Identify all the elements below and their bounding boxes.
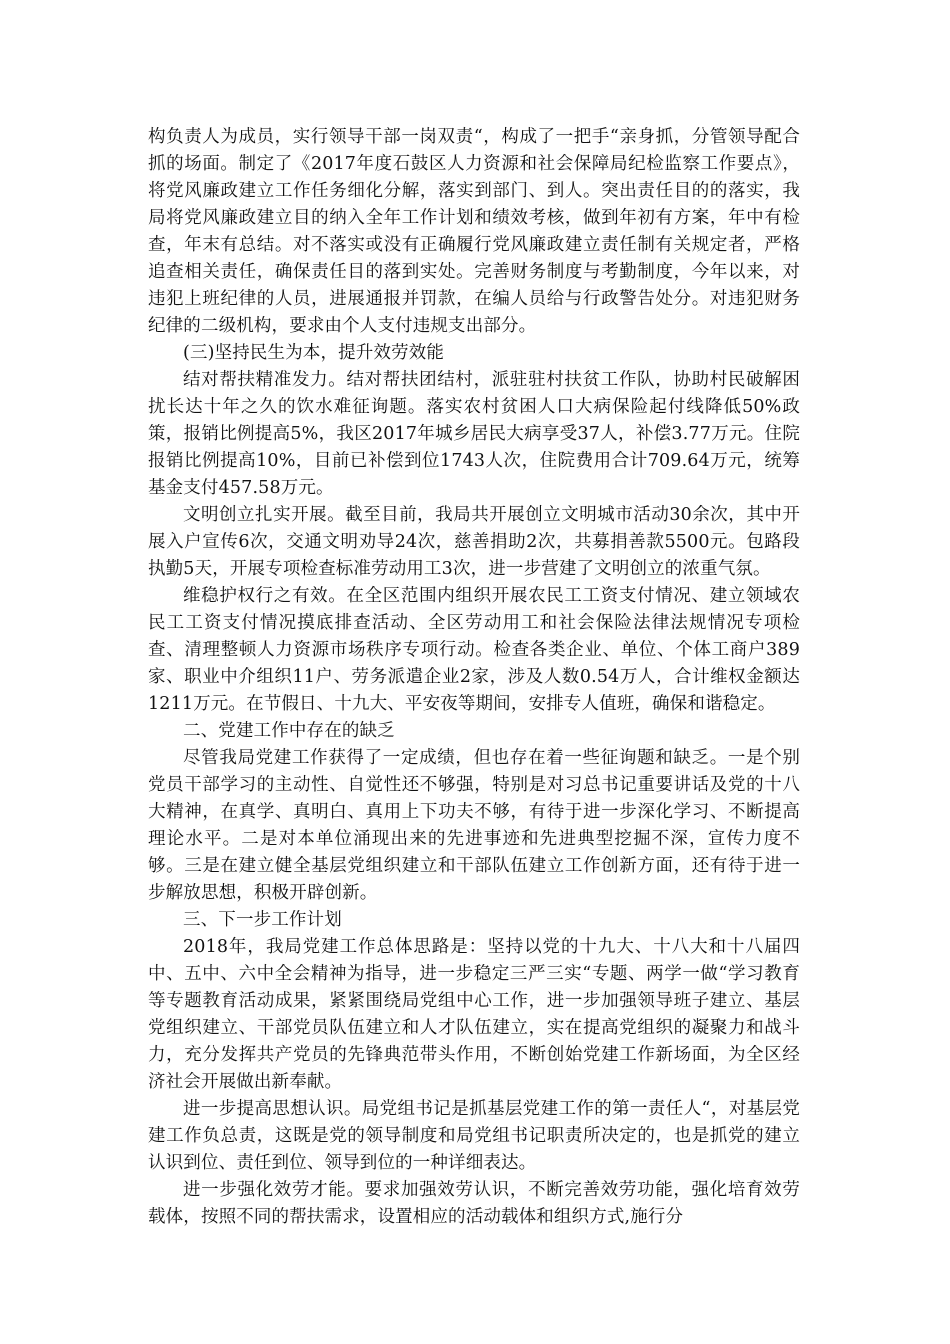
paragraph-civilization-creation: 文明创立扎实开展。截至目前，我局共开展创立文明城市活动30余次，其中开展入户宣传6次，交通文明劝导24次，慈善捐助2次，共募捐善款5500元。包路段执勤5天，开展专项检查标准劳动用工3次，进一步营建了文明创立的浓重气氛。 xyxy=(148,505,800,579)
paragraph-service-capability: 进一步强化效劳才能。要求加强效劳认识，不断完善效劳功能，强化培育效劳载体，按照不同的帮扶需求，设置相应的活动载体和组织方式,施行分 xyxy=(148,1180,800,1227)
paragraph-rights-protection: 维稳护权行之有效。在全区范围内组织开展农民工工资支付情况、建立领域农民工工资支付情况摸底排查活动、全区劳动用工和社会保险法律法规情况专项检查、清理整顿人力资源市场秩序专项行动。检查各类企业、单位、个体工商户389家、职业中介组织11户、劳务派遣企业2家，涉及人数0.54万人，合计维权金额达1211万元。在节假日、十九大、平安夜等期间，安排专人值班，确保和谐稳定。 xyxy=(148,586,800,714)
document-body xyxy=(148,124,800,1231)
section-heading-shortcomings: 二、党建工作中存在的缺乏 xyxy=(183,721,395,741)
paragraph-shortcomings: 尽管我局党建工作获得了一定成绩，但也存在着一些征询题和缺乏。一是个别党员干部学习的主动性、自觉性还不够强，特别是对习总书记重要讲话及党的十八大精神，在真学、真明白、真用上下功夫不够，有待于进一步深化学习、不断提高理论水平。二是对本单位涌现出来的先进事迹和先进典型挖掘不深，宣传力度不够。三是在建立健全基层党组织建立和干部队伍建立工作创新方面，还有待于进一步解放思想，积极开辟创新。 xyxy=(148,748,800,903)
section-heading-people-livelihood: (三)坚持民生为本，提升效劳效能 xyxy=(183,343,445,363)
paragraph-2018-overall-plan: 2018年，我局党建工作总体思路是：坚持以党的十九大、十八大和十八届四中、五中、六中全会精神为指导，进一步稳定三严三实“专题、两学一做“学习教育等专题教育活动成果，紧紧围绕局党组中心工作，进一步加强领导班子建立、基层党组织建立、干部党员队伍建立和人才队伍建立，实在提高党组织的凝聚力和战斗力，充分发挥共产党员的先锋典范带头作用，不断创始党建工作新场面，为全区经济社会开展做出新奉献。 xyxy=(148,937,800,1092)
paragraph-leadership-responsibility: 构负责人为成员，实行领导干部一岗双责“，构成了一把手“亲身抓，分管领导配合抓的场面。制定了《2017年度石鼓区人力资源和社会保障局纪检监察工作要点》，将党风廉政建立工作任务细化分解，落实到部门、到人。突出责任目的的落实，我局将党风廉政建立目的纳入全年工作计划和绩效考核，做到年初有方案，年中有检查，年末有总结。对不落实或没有正确履行党风廉政建立责任制有关规定者，严格追查相关责任，确保责任目的落到实处。完善财务制度与考勤制度，今年以来，对违犯上班纪律的人员，进展通报并罚款，在编人员给与行政警告处分。对违犯财务纪律的二级机构，要求由个人支付违规支出部分。 xyxy=(148,127,800,336)
section-heading-next-plan: 三、下一步工作计划 xyxy=(183,910,342,930)
paragraph-ideological-awareness: 进一步提高思想认识。局党组书记是抓基层党建工作的第一责任人“，对基层党建工作负总责，这既是党的领导制度和局党组书记职责所决定的，也是抓党的建立认识到位、责任到位、领导到位的一种详细表达。 xyxy=(148,1099,800,1173)
paragraph-poverty-assistance: 结对帮扶精准发力。结对帮扶团结村，派驻驻村扶贫工作队，协助村民破解困扰长达十年之久的饮水难征询题。落实农村贫困人口大病保险起付线降低50%政策，报销比例提高5%，我区2017年城乡居民大病享受37人，补偿3.77万元。住院报销比例提高10%，目前已补偿到位1743人次，住院费用合计709.64万元，统筹基金支付457.58万元。 xyxy=(148,370,800,498)
